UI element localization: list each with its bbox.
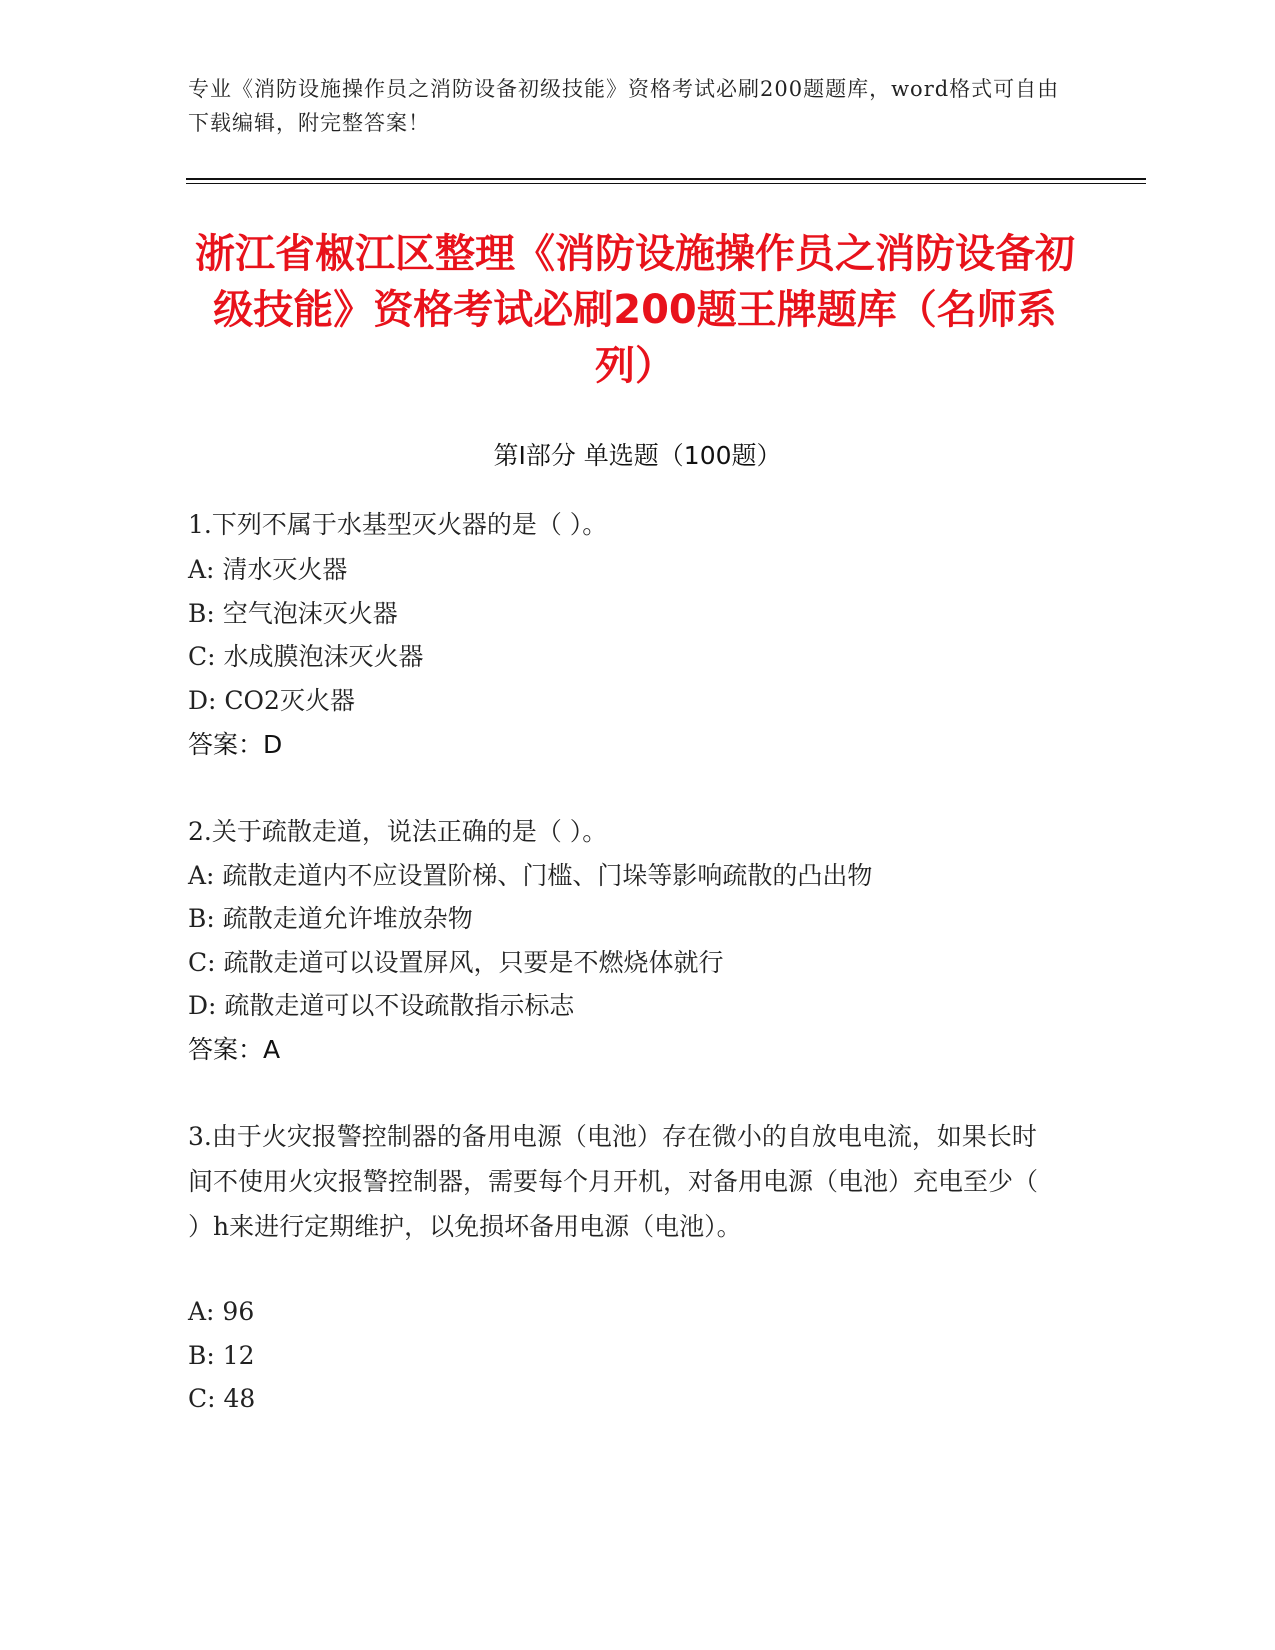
document-title: 浙江省椒江区整理《消防设施操作员之消防设备初级技能》资格考试必刷200题王牌题库（名师系列） bbox=[195, 231, 1075, 389]
section-title: 第I部分 单选题（100题） bbox=[493, 441, 782, 470]
question-2-text: 2.关于疏散走道，说法正确的是（ ）。 bbox=[188, 817, 608, 846]
question-1-answer: 答案：D bbox=[188, 730, 283, 759]
question-3-option-a: A: 96 bbox=[188, 1297, 255, 1326]
question-1-option-b: B: 空气泡沫灭火器 bbox=[188, 599, 398, 628]
question-2-option-d: D: 疏散走道可以不设疏散指示标志 bbox=[188, 991, 575, 1020]
header-rule-thin bbox=[186, 183, 1146, 184]
question-3-option-c: C: 48 bbox=[188, 1384, 256, 1413]
question-3-text: 3.由于火灾报警控制器的备用电源（电池）存在微小的自放电电流，如果长时间不使用火灾报警控制器，需要每个月开机，对备用电源（电池）充电至少（ ）h来进行定期维护，以免损坏备用电源（电池）。 bbox=[188, 1122, 1039, 1241]
header-note: 专业《消防设施操作员之消防设备初级技能》资格考试必刷200题题库，word格式可自由下载编辑，附完整答案！ bbox=[188, 77, 1060, 135]
question-2-option-c: C: 疏散走道可以设置屏风，只要是不燃烧体就行 bbox=[188, 948, 724, 977]
question-2-answer: 答案：A bbox=[188, 1035, 281, 1064]
question-3-option-b: B: 12 bbox=[188, 1341, 255, 1370]
question-2-option-b: B: 疏散走道允许堆放杂物 bbox=[188, 904, 473, 933]
question-1-option-a: A: 清水灭火器 bbox=[188, 555, 348, 584]
header-rule-thick bbox=[186, 178, 1146, 180]
question-2-option-a: A: 疏散走道内不应设置阶梯、门槛、门垛等影响疏散的凸出物 bbox=[188, 861, 873, 890]
question-1-option-c: C: 水成膜泡沫灭火器 bbox=[188, 642, 424, 671]
question-1-option-d: D: CO2灭火器 bbox=[188, 686, 355, 715]
question-1-text: 1.下列不属于水基型灭火器的是（ ）。 bbox=[188, 510, 608, 539]
